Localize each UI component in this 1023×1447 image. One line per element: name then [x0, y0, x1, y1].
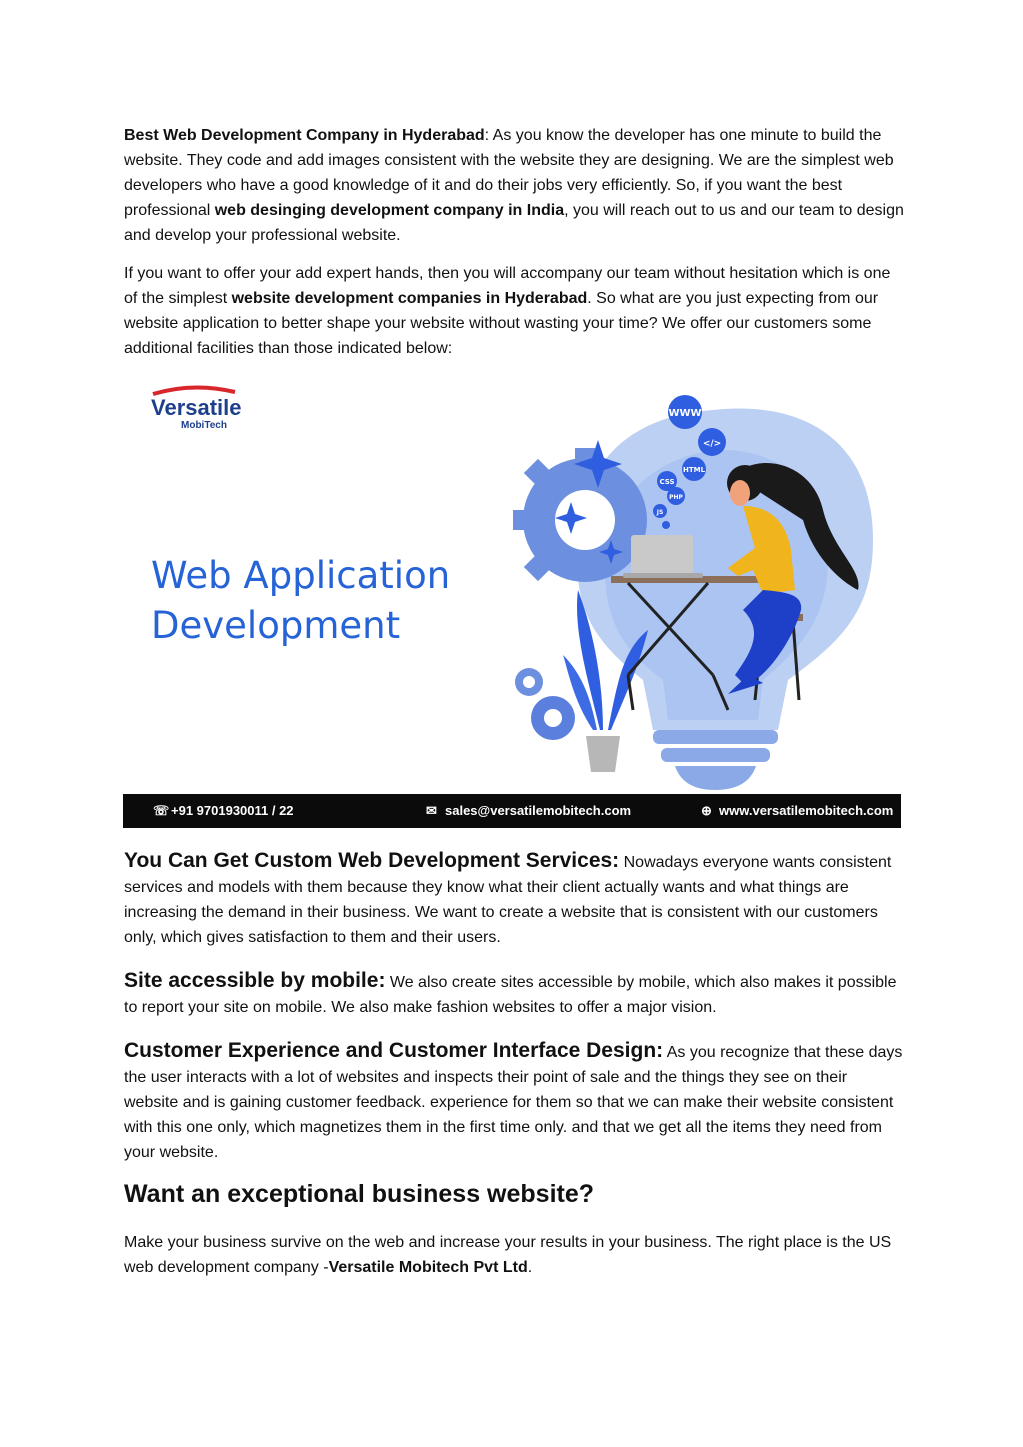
- second-text-1: If you want to offer your add expert hands, then you will accompany our team without hesitation which is one of the simplest: [124, 265, 891, 307]
- globe-icon: ⊕: [701, 803, 712, 818]
- intro-bold-keyword: web desinging development company in India: [214, 202, 565, 219]
- section-mobile-heading: Site accessible by mobile:: [124, 969, 386, 992]
- email-address[interactable]: sales@versatilemobitech.com: [445, 803, 632, 818]
- small-gear-icon-1: [515, 668, 543, 696]
- laptop-icon: [623, 535, 703, 578]
- intro-text-1: : As you know the developer has one minute to build the website. They code and add images consistent with the website they are designing. We are the simplest web developers who have a good knowledge of it and do their jobs very efficiently. So, if you want the best professional: [124, 127, 894, 219]
- contact-bar: [153, 803, 893, 818]
- cta-text-2: .: [527, 1259, 533, 1276]
- badge-js: JS: [656, 509, 664, 516]
- intro-bold-title: Best Web Development Company in Hyderabad: [124, 127, 485, 144]
- section-customer-experience-heading: Customer Experience and Customer Interface Design:: [124, 1039, 664, 1062]
- phone-icon: ☏: [153, 803, 170, 818]
- section-customer-experience-body: As you recognize that these days the user interacts with a lot of websites and inspects their point of sale and the things they see on their website and is gaining customer feedback. experience for them so that we can make their website consistent with this one only, which magnetizes them in the first time only. and that we get all the items they need from your website.: [124, 1044, 903, 1161]
- svg-text:Versatile: Versatile: [151, 395, 242, 420]
- section-mobile: [124, 968, 904, 1020]
- website-url[interactable]: www.versatilemobitech.com: [719, 803, 894, 818]
- svg-text:MobiTech: MobiTech: [181, 420, 227, 431]
- badge-html: HTML: [682, 466, 706, 474]
- small-gear-icon-2: [531, 696, 575, 740]
- cta-heading: Want an exceptional business website?: [124, 1180, 595, 1208]
- cta-paragraph: [124, 1230, 904, 1280]
- second-paragraph: [124, 261, 904, 361]
- badge-www: WWW: [668, 408, 702, 419]
- phone-number[interactable]: +91 9701930011 / 22: [171, 803, 294, 818]
- intro-paragraph: [124, 123, 904, 248]
- section-mobile-body: We also create sites accessible by mobile, which also makes it possible to report your site on mobile. We also make fashion websites to offer a major vision.: [124, 974, 897, 1016]
- intro-text-2: , you will reach out to us and our team to design and develop your professional website.: [124, 202, 904, 244]
- mail-icon: ✉: [426, 803, 437, 818]
- second-bold-keyword: website development companies in Hyderabad: [231, 290, 588, 307]
- web-application-banner: [123, 380, 901, 828]
- badge-code: </>: [702, 439, 722, 449]
- section-custom-web-dev-body: Nowadays everyone wants consistent services and models with them because they know what their client actually wants and what things are increasing the demand in their business. We want to create a website that is consistent with our customers only, which gives satisfaction to them and their users.: [124, 854, 892, 946]
- second-text-2: . So what are you just expecting from our website application to better shape your website without wasting your time? We offer our customers some additional facilities than those indicated below:: [124, 290, 879, 357]
- cta-company-name: Versatile Mobitech Pvt Ltd: [328, 1259, 528, 1276]
- badge-php: PHP: [669, 494, 683, 501]
- versatile-logo: [151, 387, 242, 431]
- banner-title-line1: Web Application: [151, 554, 451, 597]
- section-custom-web-dev: [124, 848, 904, 950]
- banner-title-line2: Development: [151, 604, 401, 647]
- banner-illustration: [123, 380, 901, 828]
- section-custom-web-dev-heading: You Can Get Custom Web Development Services:: [124, 849, 620, 872]
- section-customer-experience: [124, 1038, 904, 1165]
- cta-text-1: Make your business survive on the web and increase your results in your business. The right place is the US web development company -: [124, 1234, 892, 1276]
- badge-css: CSS: [659, 478, 675, 486]
- light-bulb-icon: [577, 409, 873, 790]
